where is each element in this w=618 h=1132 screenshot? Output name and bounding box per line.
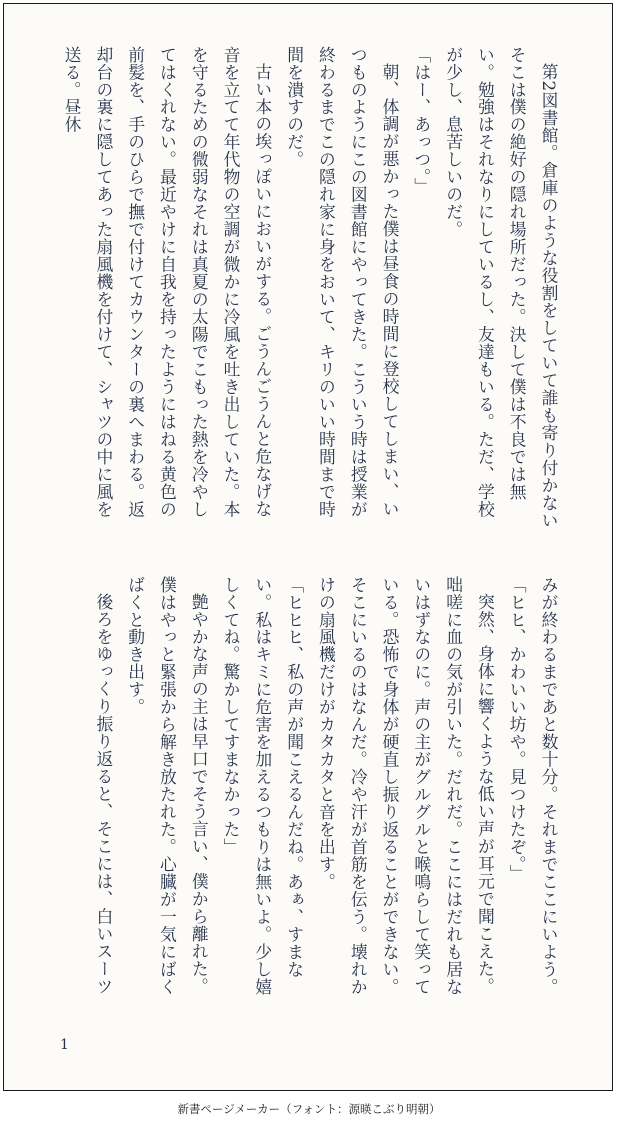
credit-caption: 新書ページメーカー（フォント：源暎こぶり明朝） [177, 1102, 441, 1116]
paragraph-continuation: みが終わるまであと数十分。それまでここにいよう。 [539, 576, 559, 996]
lower-text-column [56, 576, 564, 1006]
dialogue-line: 「ヒヒヒ、私の声が聞こえるんだね。あぁ、すまない。私はキミに危害を加えるつもりは無いよ。少し嬉しくてね。驚かしてすまなかった」 [221, 576, 305, 996]
paragraph: 後ろをゆっくり振り返ると、そこには、白いスーツ [93, 592, 114, 996]
page-number: 1 [60, 1037, 69, 1053]
dialogue-line: 「はー、あっつ。」 [411, 46, 432, 196]
paragraph: 朝、体調が悪かった僕は昼食の時間に登校してしまい、いつものようにこの図書館にやってきた。こういう時は授業が終わるまでこの隠れ家に身をおいて、キリのいい時間まで時間を潰すのだ。 [284, 46, 401, 519]
paragraph: 艶やかな声の主は早口でそう言い、僕から離れた。僕はやっと緊張から解き放たれた。心臓が一気にばくばくと動き出す。 [125, 576, 210, 996]
upper-text-column [56, 46, 564, 532]
paragraph: 第2図書館。倉庫のような役割をしていて誰も寄り付かないそこは僕の絶好の隠れ場所だった。決して僕は不良では無い。勉強はそれなりにしているし、友達もいる。ただ、学校が少し、息苦しいのだ。 [443, 46, 559, 529]
paragraph: 突然、身体に響くような低い声が耳元で聞こえた。咄嗟に血の気が引いた。だれだ。ここにはだれも居ないはずなのに。声の主がグルグルと喉鳴らして笑っている。恐怖で身体が硬直し振り返ることができない。そこにいるのはなんだ。冷や汗が首筋を伝う。壊れかけの扇風機だけがカタカタと音を出す。 [316, 576, 496, 996]
paragraph: 古い本の埃っぽいにおいがする。ごうんごうんと危なげな音を立てて年代物の空調が微かに冷風を吐き出していた。本を守るための微弱なそれは真夏の太陽でこもった熱を冷やしてはくれない。最近やけに自我を持ったようにはねる黄色の前髪を、手のひらで撫で付けてカウンターの裏へまわる。返却台の裏に隠してあった扇風機を付けて、シャツの中に風を送る。昼休 [62, 46, 273, 519]
dialogue-line: 「ヒヒ、かわいい坊や。見つけたぞ。」 [507, 576, 528, 883]
book-page [3, 3, 613, 1091]
